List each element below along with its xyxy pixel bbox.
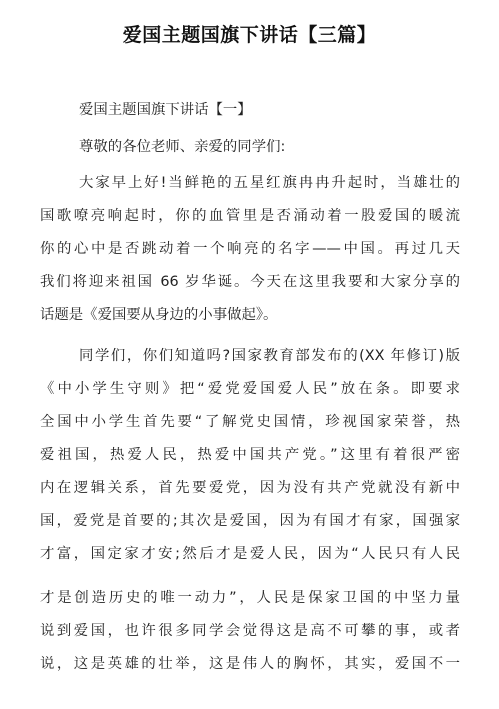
paragraph-line: 国歌嘹亮响起时，你的血管里是否涌动着一股爱国的暖流 [40, 208, 460, 224]
paragraph-line: 《中小学生守则》把“爱党爱国爱人民”放在条。即要求 [40, 381, 460, 397]
paragraph-line: 爱祖国，热爱人民，热爱中国共产党。”这里有着很严密 [40, 447, 460, 463]
paragraph-line: 大家早上好!当鲜艳的五星红旗冉冉升起时，当雄壮的 [79, 175, 460, 191]
paragraph-line: 说，这是英雄的壮举，这是伟人的胸怀，其实，爱国不一 [40, 656, 460, 672]
paragraph-line: 说到爱国，也许很多同学会觉得这是高不可攀的事，或者 [40, 623, 460, 639]
document-title: 爱国主题国旗下讲话【三篇】 [122, 24, 377, 46]
paragraph-line: 你的心中是否跳动着一个响亮的名字——中国。再过几天 [40, 241, 460, 257]
salutation-line: 尊敬的各位老师、亲爱的同学们: [79, 139, 286, 155]
paragraph-line: 国，爱党是首要的;其次是爱国，因为有国才有家，国强家 [40, 513, 460, 529]
paragraph-line: 我们将迎来祖国 66 岁华诞。今天在这里我要和大家分享的 [40, 274, 460, 290]
paragraph-line: 内在逻辑关系，首先要爱党，因为没有共产党就没有新中 [40, 480, 460, 496]
paragraph-line: 话题是《爱国要从身边的小事做起》。 [40, 307, 278, 323]
paragraph-line: 才是创造历史的唯一动力”，人民是保家卫国的中坚力量 [40, 590, 460, 606]
paragraph-line: 全国中小学生首先要“了解党史国情，珍视国家荣誉，热 [40, 414, 460, 430]
paragraph-line: 才富，国定家才安;然后才是爱人民，因为“人民只有人民 [40, 546, 460, 562]
section-heading: 爱国主题国旗下讲话【一】 [79, 102, 252, 118]
paragraph-line: 同学们，你们知道吗?国家教育部发布的(XX 年修订)版 [79, 348, 460, 364]
